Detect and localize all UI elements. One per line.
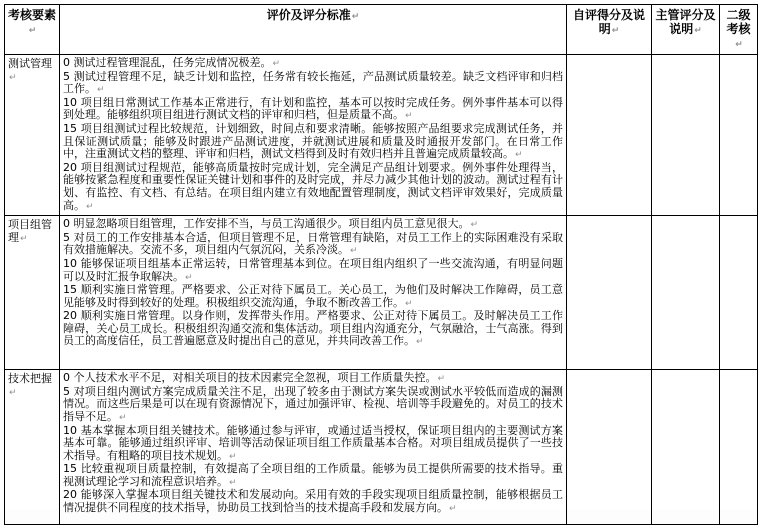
assessment-table [4,4,758,525]
supervisor-score-cell[interactable] [652,55,720,216]
criteria-paragraph: 0 明显忽略项目组管理，工作安排不当，与员工沟通很少。项目组内员工意见很大。↵ [63,217,479,231]
paragraph-mark: ↵ [350,246,358,257]
paragraph-mark: ↵ [405,111,413,122]
criteria-paragraph: 5 对项目组内测试方案完成质量关注不足，出现了较多由于测试方案失误或测试水平较低而造成的漏测情况。而这些后果是可以在现有资源情况下，通过加强评审、检视、培训等手段避免的。对员工的技术指导不足。↵ [63,384,563,423]
paragraph-mark: ↵ [416,337,424,348]
header-cell-self-score [567,5,652,55]
supervisor-score-cell[interactable] [652,370,720,525]
header-cell-secondary-assessment [720,5,758,55]
paragraph-mark: ↵ [9,73,17,83]
header-label: 主管评分及说明 [655,8,716,36]
paragraph-mark: ↵ [86,201,94,212]
row-label-cell [5,216,60,370]
secondary-assessment-cell[interactable] [720,55,758,216]
header-label: 评价及评分标准 [266,8,351,22]
criteria-cell [60,370,567,525]
criteria-cell [60,55,567,216]
paragraph-mark: ↵ [515,150,523,161]
paragraph-mark: ↵ [229,451,237,462]
assessment-element-label: 测试管理 [8,57,52,70]
self-score-cell[interactable] [567,216,652,370]
criteria-paragraph: 0 个人技术水平不足，对相关项目的技术因素完全忽视，项目工作质量失控。↵ [63,371,446,385]
paragraph-mark: ↵ [28,26,37,36]
criteria-paragraph: 10 基本掌握本项目组关键技术。能够通过参与评审，或通过适当授权，保证项目组内的主要测试方案基本可靠。能够通过组织评审、培训等活动保证项目组工作质量基本合格。对项目组成员提供了一些技术指导。有粗略的项目技术规划。↵ [63,423,563,462]
paragraph-mark: ↵ [20,234,28,245]
paragraph-mark: ↵ [351,12,360,22]
header-label: 二级考核 [726,8,751,36]
secondary-assessment-cell[interactable] [720,216,758,370]
paragraph-mark: ↵ [437,374,446,385]
assessment-element-label: 项目组管理 [8,218,52,245]
supervisor-score-cell[interactable] [652,216,720,370]
criteria-paragraph: 15 比较重视项目质量控制，有效提高了全项目组的工作质量。能够为员工提供所需要的技术指导。重视测试理论学习和流程意识培养。↵ [63,462,563,488]
paragraph-mark: ↵ [9,388,17,399]
row-label-cell [5,55,60,216]
row-label-cell [5,370,60,525]
assessment-element-label: 技术把握 [8,372,52,386]
table-row [5,216,758,370]
paragraph-mark: ↵ [470,220,479,231]
criteria-paragraph: 20 项目组测试过程规范，能够高质量按时完成计划，完全满足产品组计划要求。例外事件处理得当，能够按紧急程度和重要性保证关键计划和事件的及时完成，并尽力减少其他计划的波动。测试过程有计划、有监控、有文档、有总结。在项目组内建立有效地配置管理制度，测试文档评审效果好，完成质量高。↵ [63,160,563,212]
paragraph-mark: ↵ [119,412,127,423]
paragraph-mark: ↵ [735,40,743,50]
header-cell-supervisor-score [652,5,720,55]
self-score-cell[interactable] [567,55,652,216]
paragraph-mark: ↵ [694,26,702,36]
criteria-paragraph: 0 测试过程管理混乱，任务完成情况极差。↵ [63,56,281,69]
self-score-cell[interactable] [567,370,652,525]
header-cell-assessment-element [5,5,60,55]
criteria-paragraph: 10 项目组日常测试工作基本正常进行，有计划和监控，基本可以按时完成任务。例外事件基本可以得到处理。能够组织项目组进行测试文档的评审和归档，但是质量不高。↵ [63,95,563,122]
criteria-cell [60,216,567,370]
criteria-paragraph: 10 能够保证项目组基本正常运转，日常管理基本到位。在项目组内组织了一些交流沟通，有明显问题可以及时汇报争取解决。↵ [63,256,563,283]
paragraph-mark: ↵ [272,59,281,69]
header-row [5,5,758,55]
header-cell-criteria [60,5,567,55]
header-label: 考核要素 [8,8,57,22]
criteria-paragraph: 5 对员工的工作安排基本合适，但项目管理不足，日常管理有缺陷，对员工工作上的实际困难没有采取有效措施解决。交流不多，项目组内气氛沉闷，关系冷淡。↵ [63,230,563,257]
criteria-paragraph: 20 顺利实施日常管理。以身作则，发挥带头作用。严格要求、公正对待下属员工。及时解决员工工作障碍，关心员工成长。积极组织沟通交流和集体活动。项目组内沟通充分，气氛融洽，士气高涨。得到员工的高度信任，员工普遍愿意及时提出自己的意见，并共同改善工作。↵ [63,309,563,348]
paragraph-mark: ↵ [97,85,105,96]
paragraph-mark: ↵ [229,477,237,488]
header-label: 自评得分及说明 [572,8,645,36]
table-row [5,370,758,525]
paragraph-mark: ↵ [449,504,457,515]
criteria-paragraph: 5 测试过程管理不足，缺乏计划和监控，任务常有较长拖延，产品测试质量较差。缺乏文档评审和归档工作。↵ [63,69,563,96]
criteria-paragraph: 15 项目组测试过程比较规范，计划细致，时间点和要求清晰。能够按照产品组要求完成测试任务，并且保证测试质量；能够及时跟进产品测试进度，并就测试进展和质量及时通报开发部门。在日常工作中，注重测试文档的整理、评审和归档，测试文档得到及时有效归档并且普遍完成质量较高。↵ [63,121,563,161]
criteria-paragraph: 20 能够深入掌握本项目组关键技术和发展动向。采用有效的手段实现项目组质量控制，能够根据员工情况提供不同程度的技术指导，协助员工找到恰当的技术提高手段和发展方向。↵ [63,488,563,515]
criteria-paragraph: 15 顺利实施日常管理。严格要求、公正对待下属员工。关心员工，为他们及时解决工作障碍，员工意见能够及时得到较好的处理。积极组织交流沟通，争取不断改善工作。↵ [63,283,563,309]
table-row [5,55,758,216]
secondary-assessment-cell[interactable] [720,370,758,525]
paragraph-mark: ↵ [611,26,620,36]
paragraph-mark: ↵ [185,272,193,283]
paragraph-mark: ↵ [405,298,413,309]
